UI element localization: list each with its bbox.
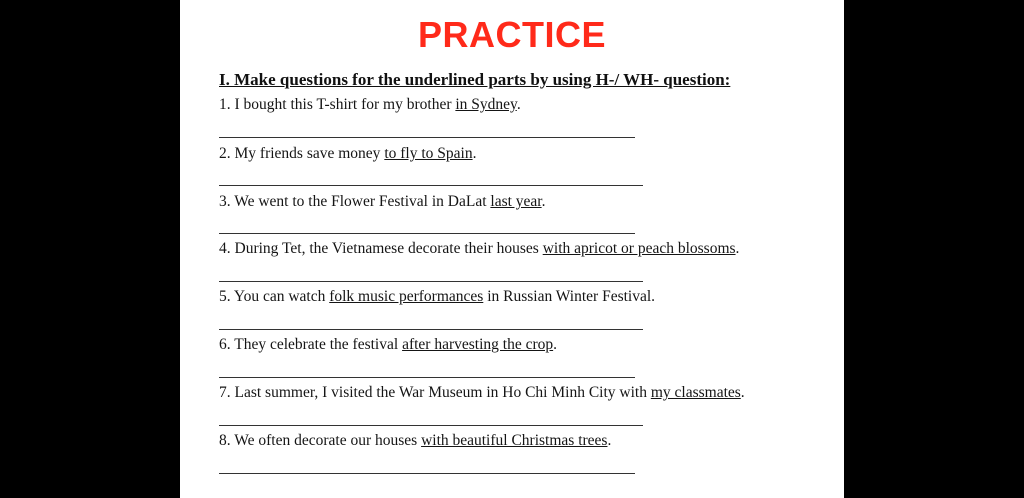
question-4 bbox=[219, 240, 739, 258]
question-text-end: in Russian Winter Festival. bbox=[483, 288, 656, 305]
answer-line-7[interactable] bbox=[219, 425, 643, 426]
question-text-end: . bbox=[472, 145, 477, 162]
answer-line-8[interactable] bbox=[219, 473, 635, 474]
question-2 bbox=[219, 145, 476, 163]
question-text: 3. We went to the Flower Festival in DaLat bbox=[219, 193, 491, 210]
question-3 bbox=[219, 193, 545, 211]
question-text: 8. We often decorate our houses bbox=[219, 432, 422, 449]
answer-line-5[interactable] bbox=[219, 329, 643, 330]
underlined-part: last year bbox=[490, 193, 542, 210]
underlined-part: with beautiful Christmas trees bbox=[421, 432, 608, 449]
question-8 bbox=[219, 432, 611, 450]
underlined-part: in Sydney bbox=[455, 96, 517, 113]
answer-line-6[interactable] bbox=[219, 377, 635, 378]
underlined-part: to fly to Spain bbox=[384, 145, 473, 162]
question-text: 2. My friends save money bbox=[219, 145, 385, 162]
question-5 bbox=[219, 288, 655, 306]
question-text: 6. They celebrate the festival bbox=[219, 336, 403, 353]
underlined-part: my classmates bbox=[650, 384, 741, 401]
question-text: 5. You can watch bbox=[219, 288, 330, 305]
question-text-end: . bbox=[735, 240, 740, 257]
page-title: PRACTICE bbox=[417, 14, 606, 55]
answer-line-1[interactable] bbox=[219, 137, 635, 138]
question-text-end: . bbox=[740, 384, 745, 401]
question-7 bbox=[219, 384, 745, 402]
question-text: 4. During Tet, the Vietnamese decorate their houses bbox=[219, 240, 543, 257]
question-text: 7. Last summer, I visited the War Museum in Ho Chi Minh City with bbox=[219, 384, 651, 401]
underlined-part: after harvesting the crop bbox=[402, 336, 554, 353]
question-text-end: . bbox=[553, 336, 557, 353]
answer-line-2[interactable] bbox=[219, 185, 643, 186]
question-text-end: . bbox=[607, 432, 612, 449]
question-text: 1. I bought this T-shirt for my brother bbox=[219, 96, 456, 113]
exercise-heading: I. Make questions for the underlined parts by using H-/ WH- question: bbox=[219, 70, 731, 89]
underlined-part: folk music performances bbox=[329, 288, 484, 305]
worksheet-page bbox=[180, 0, 844, 498]
question-1 bbox=[219, 96, 521, 114]
question-text-end: . bbox=[516, 96, 521, 113]
underlined-part: with apricot or peach blossoms bbox=[542, 240, 736, 257]
answer-line-4[interactable] bbox=[219, 281, 643, 282]
question-text-end: . bbox=[541, 193, 546, 210]
answer-line-3[interactable] bbox=[219, 233, 635, 234]
question-6 bbox=[219, 336, 557, 354]
